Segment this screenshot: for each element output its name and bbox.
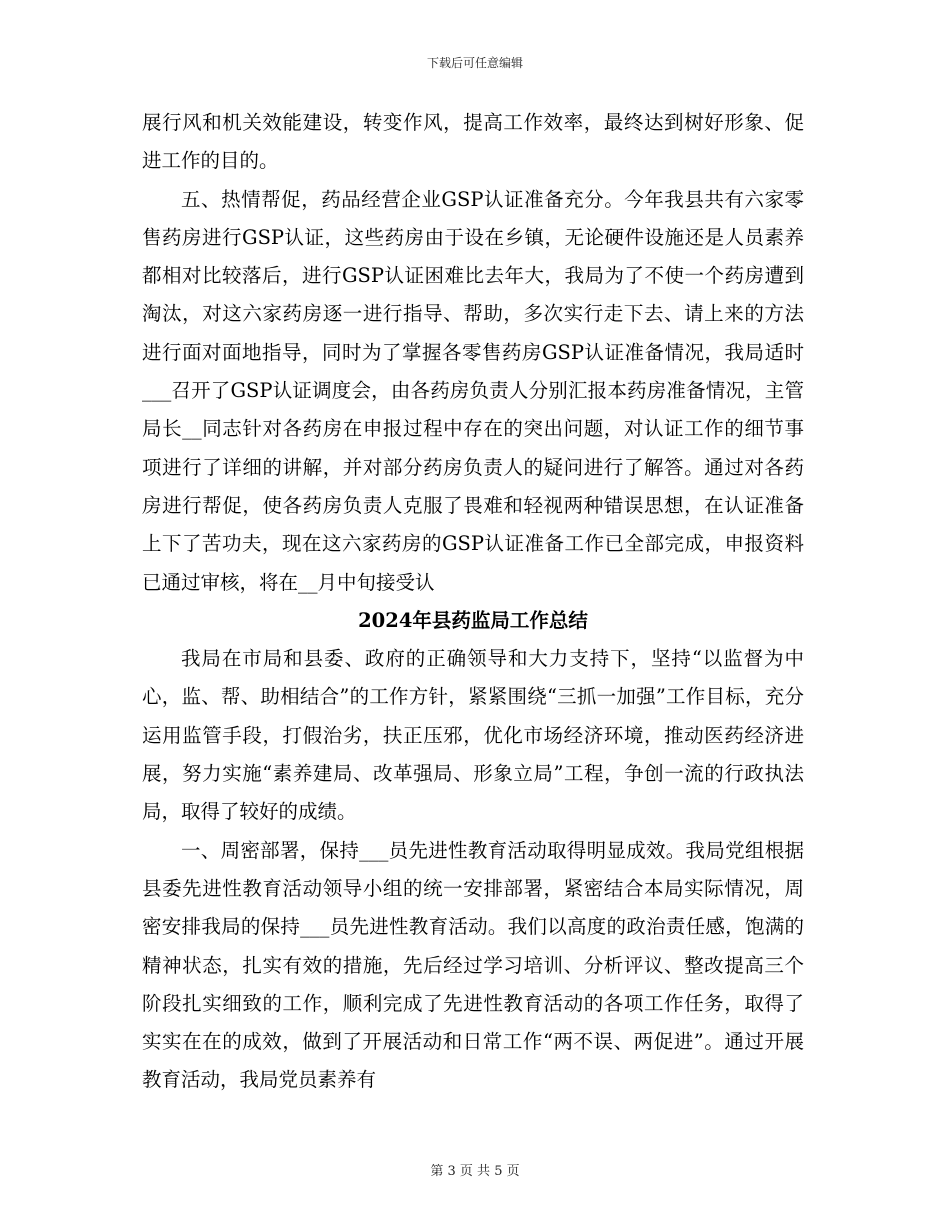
paragraph: 五、热情帮促，药品经营企业GSP认证准备充分。今年我县共有六家零售药房进行GSP认证，这些药房由于设在乡镇，无论硬件设施还是人员素养都相对比较落后，进行GSP认证困难比去年大，我局为了不使一个药房遭到淘汰，对这六家药房逐一进行指导、帮助，多次实行走下去、请上来的方法进行面对面地指导，同时为了掌握各零售药房GSP认证准备情况，我局适时___召开了GSP认证调度会，由各药房负责人分别汇报本药房准备情况，主管局长__同志针对各药房在申报过程中存在的突出问题，对认证工作的细节事项进行了详细的讲解，并对部分药房负责人的疑问进行了解答。通过对各药房进行帮促，使各药房负责人克服了畏难和轻视两种错误思想，在认证准备上下了苦功夫，现在这六家药房的GSP认证准备工作已全部完成，申报资料已通过审核，将在__月中旬接受认 <box>142 187 804 594</box>
page-header: 下载后可任意编辑 <box>426 56 523 70</box>
page-footer: 第 3 页 共 5 页 <box>430 1164 520 1179</box>
paragraph: 我局在市局和县委、政府的正确领导和大力支持下，坚持“以监督为中心，监、帮、助相结合”的工作方针，紧紧围绕“三抓一加强”工作目标，充分运用监管手段，打假治劣，扶正压邪，优化市场经济环境，推动医药经济进展，努力实施“素养建局、改革强局、形象立局”工程，争创一流的行政执法局，取得了较好的成绩。 <box>142 647 804 824</box>
paragraph: 一、周密部署，保持___员先进性教育活动取得明显成效。我局党组根据县委先进性教育活动领导小组的统一安排部署，紧密结合本局实际情况，周密安排我局的保持___员先进性教育活动。我们以高度的政治责任感，饱满的精神状态，扎实有效的措施，先后经过学习培训、分析评议、整改提高三个阶段扎实细致的工作，顺利完成了先进性教育活动的各项工作任务，取得了实实在在的成效，做到了开展活动和日常工作“两不误、两促进”。通过开展教育活动，我局党员素养有 <box>142 838 804 1092</box>
document-body <box>142 104 804 1100</box>
section-title: 2024年县药监局工作总结 <box>358 608 588 632</box>
paragraph: 展行风和机关效能建设，转变作风，提高工作效率，最终达到树好形象、促进工作的目的。 <box>142 111 804 173</box>
